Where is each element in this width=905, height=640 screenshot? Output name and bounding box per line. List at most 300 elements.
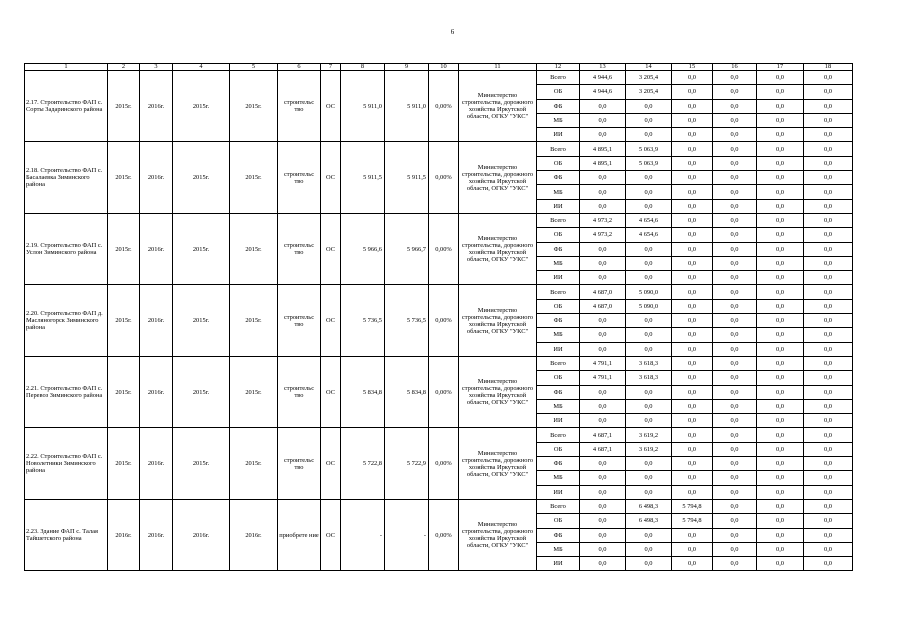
value-cell: 0,0: [804, 85, 853, 99]
value-cell: 0,0: [804, 199, 853, 213]
year-cell: 2015г.: [173, 428, 230, 499]
column-number: 1: [25, 64, 108, 71]
value-cell: 0,0: [757, 113, 804, 127]
column-number: 4: [173, 64, 230, 71]
value-cell: 0,0: [713, 428, 757, 442]
object-name-cell: 2.20. Строительство ФАП д. Масляногорск Зиминского района: [25, 285, 108, 356]
value-cell: 0,0: [804, 342, 853, 356]
start-year-cell: 2016г.: [108, 499, 140, 570]
readiness-cell: 0,00%: [429, 356, 459, 427]
funding-source-cell: Всего: [537, 213, 580, 227]
object-name-cell: 2.17. Строительство ФАП с. Сорты Задаринского района: [25, 71, 108, 142]
value-cell: 0,0: [757, 356, 804, 370]
column-number: 12: [537, 64, 580, 71]
end-year-cell: 2016г.: [140, 142, 173, 213]
value-cell: 0,0: [757, 428, 804, 442]
column-number: 10: [429, 64, 459, 71]
value-cell: 0,0: [713, 499, 757, 513]
value-cell: 0,0: [672, 385, 713, 399]
value-cell: 0,0: [713, 128, 757, 142]
work-type-cell: строительс тво: [278, 285, 321, 356]
value-cell: 0,0: [757, 199, 804, 213]
funding-source-cell: Всего: [537, 142, 580, 156]
value-cell: 0,0: [626, 542, 672, 556]
value-cell: 0,0: [626, 199, 672, 213]
funding-source-cell: ОБ: [537, 156, 580, 170]
value-cell: 0,0: [580, 199, 626, 213]
year-cell: 2015г.: [230, 71, 278, 142]
funding-source-cell: ФБ: [537, 242, 580, 256]
value-cell: 0,0: [580, 399, 626, 413]
funding-source-cell: ОБ: [537, 228, 580, 242]
column-number: 9: [385, 64, 429, 71]
value-cell: 6 498,3: [626, 499, 672, 513]
funding-source-cell: МБ: [537, 256, 580, 270]
value-cell: 0,0: [626, 557, 672, 571]
start-year-cell: 2015г.: [108, 356, 140, 427]
value-cell: 0,0: [580, 113, 626, 127]
value-cell: 0,0: [580, 99, 626, 113]
value-cell: 4 973,2: [580, 213, 626, 227]
value-cell: 0,0: [804, 285, 853, 299]
value-cell: 4 895,1: [580, 142, 626, 156]
value-cell: 0,0: [672, 128, 713, 142]
value-cell: 0,0: [757, 271, 804, 285]
value-cell: 0,0: [757, 485, 804, 499]
value-cell: 0,0: [713, 457, 757, 471]
value-cell: 0,0: [757, 499, 804, 513]
object-name-cell: 2.21. Строительство ФАП с. Перевоз Зиминского района: [25, 356, 108, 427]
value-cell: 0,0: [757, 213, 804, 227]
funding-source-cell: ИИ: [537, 414, 580, 428]
column-number: 8: [341, 64, 385, 71]
value-cell: 5 794,8: [672, 499, 713, 513]
asset-type-cell: ОС: [321, 71, 341, 142]
value-cell: 0,0: [804, 99, 853, 113]
value-cell: 0,0: [804, 142, 853, 156]
value-cell: 0,0: [804, 442, 853, 456]
value-cell: 0,0: [626, 414, 672, 428]
column-number: 2: [108, 64, 140, 71]
year-cell: 2015г.: [230, 142, 278, 213]
funding-source-cell: ФБ: [537, 314, 580, 328]
value-cell: 0,0: [580, 485, 626, 499]
value-cell: 0,0: [804, 256, 853, 270]
value-cell: 0,0: [672, 271, 713, 285]
end-year-cell: 2016г.: [140, 213, 173, 284]
value-cell: 4 687,1: [580, 428, 626, 442]
asset-type-cell: ОС: [321, 499, 341, 570]
value-cell: 0,0: [580, 185, 626, 199]
value-cell: 0,0: [672, 185, 713, 199]
asset-type-cell: ОС: [321, 142, 341, 213]
readiness-cell: 0,00%: [429, 142, 459, 213]
value-cell: 0,0: [804, 156, 853, 170]
value-cell: 5 063,9: [626, 142, 672, 156]
readiness-cell: 0,00%: [429, 71, 459, 142]
work-type-cell: строительс тво: [278, 213, 321, 284]
value-cell: 0,0: [757, 442, 804, 456]
value-cell: 3 205,4: [626, 85, 672, 99]
value-cell: 0,0: [804, 485, 853, 499]
value-cell: 0,0: [580, 557, 626, 571]
value-cell: 0,0: [672, 171, 713, 185]
value-cell: 0,0: [804, 185, 853, 199]
value-cell: 4 944,6: [580, 71, 626, 85]
start-year-cell: 2015г.: [108, 285, 140, 356]
funding-source-cell: ОБ: [537, 299, 580, 313]
value-cell: 0,0: [672, 156, 713, 170]
value-cell: 0,0: [672, 71, 713, 85]
responsible-cell: Министерство строительства, дорожного хозяйства Иркутской области, ОГКУ "УКС": [459, 285, 537, 356]
value-cell: 0,0: [713, 99, 757, 113]
value-cell: 0,0: [580, 499, 626, 513]
value-cell: 0,0: [672, 457, 713, 471]
end-year-cell: 2016г.: [140, 71, 173, 142]
funding-source-cell: ИИ: [537, 557, 580, 571]
value-cell: 0,0: [804, 213, 853, 227]
value-cell: 0,0: [757, 285, 804, 299]
value-cell: 0,0: [757, 457, 804, 471]
cost-cell: -: [385, 499, 429, 570]
work-type-cell: приобрете ние: [278, 499, 321, 570]
value-cell: 4 654,6: [626, 213, 672, 227]
value-cell: 0,0: [757, 185, 804, 199]
value-cell: 0,0: [757, 414, 804, 428]
value-cell: 0,0: [757, 256, 804, 270]
value-cell: 0,0: [672, 256, 713, 270]
value-cell: 0,0: [580, 242, 626, 256]
value-cell: 0,0: [804, 299, 853, 313]
value-cell: 0,0: [580, 471, 626, 485]
value-cell: 0,0: [713, 314, 757, 328]
value-cell: 0,0: [757, 528, 804, 542]
estimated-cost-cell: 5 966,6: [341, 213, 385, 284]
value-cell: 0,0: [626, 528, 672, 542]
table-row: [25, 213, 853, 227]
funding-source-cell: ФБ: [537, 528, 580, 542]
value-cell: 4 944,6: [580, 85, 626, 99]
value-cell: 0,0: [757, 85, 804, 99]
value-cell: 0,0: [672, 542, 713, 556]
column-number-row: [25, 64, 853, 71]
value-cell: 4 791,1: [580, 371, 626, 385]
value-cell: 0,0: [672, 113, 713, 127]
value-cell: 0,0: [626, 271, 672, 285]
asset-type-cell: ОС: [321, 356, 341, 427]
value-cell: 0,0: [713, 71, 757, 85]
funding-source-cell: ОБ: [537, 371, 580, 385]
estimated-cost-cell: 5 911,0: [341, 71, 385, 142]
value-cell: 0,0: [757, 542, 804, 556]
value-cell: 0,0: [580, 385, 626, 399]
value-cell: 0,0: [672, 557, 713, 571]
value-cell: 0,0: [713, 385, 757, 399]
value-cell: 0,0: [626, 485, 672, 499]
value-cell: 0,0: [713, 185, 757, 199]
value-cell: 0,0: [672, 356, 713, 370]
start-year-cell: 2015г.: [108, 213, 140, 284]
value-cell: 0,0: [804, 457, 853, 471]
value-cell: 0,0: [626, 113, 672, 127]
value-cell: 0,0: [713, 156, 757, 170]
cost-cell: 5 911,0: [385, 71, 429, 142]
value-cell: 5 090,0: [626, 285, 672, 299]
value-cell: 0,0: [580, 457, 626, 471]
value-cell: 0,0: [672, 299, 713, 313]
estimated-cost-cell: -: [341, 499, 385, 570]
funding-source-cell: ФБ: [537, 457, 580, 471]
value-cell: 0,0: [713, 242, 757, 256]
readiness-cell: 0,00%: [429, 213, 459, 284]
year-cell: 2015г.: [230, 428, 278, 499]
column-number: 6: [278, 64, 321, 71]
value-cell: 3 619,2: [626, 428, 672, 442]
value-cell: 0,0: [757, 171, 804, 185]
value-cell: 0,0: [626, 328, 672, 342]
value-cell: 0,0: [672, 414, 713, 428]
value-cell: 0,0: [713, 171, 757, 185]
value-cell: 0,0: [757, 128, 804, 142]
value-cell: 0,0: [713, 542, 757, 556]
value-cell: 0,0: [757, 142, 804, 156]
object-name-cell: 2.23. Здание ФАП с. Талая Тайшетского района: [25, 499, 108, 570]
value-cell: 0,0: [713, 199, 757, 213]
value-cell: 0,0: [713, 356, 757, 370]
funding-source-cell: Всего: [537, 71, 580, 85]
value-cell: 0,0: [626, 128, 672, 142]
value-cell: 0,0: [713, 328, 757, 342]
value-cell: 0,0: [713, 299, 757, 313]
funding-source-cell: Всего: [537, 285, 580, 299]
value-cell: 0,0: [713, 342, 757, 356]
value-cell: 0,0: [672, 342, 713, 356]
funding-source-cell: МБ: [537, 399, 580, 413]
funding-source-cell: ИИ: [537, 199, 580, 213]
value-cell: 0,0: [713, 271, 757, 285]
value-cell: 0,0: [672, 399, 713, 413]
value-cell: 0,0: [804, 557, 853, 571]
responsible-cell: Министерство строительства, дорожного хозяйства Иркутской области, ОГКУ "УКС": [459, 142, 537, 213]
cost-cell: 5 722,9: [385, 428, 429, 499]
value-cell: 0,0: [757, 342, 804, 356]
value-cell: 0,0: [757, 557, 804, 571]
readiness-cell: 0,00%: [429, 428, 459, 499]
estimated-cost-cell: 5 736,5: [341, 285, 385, 356]
value-cell: 4 687,0: [580, 299, 626, 313]
value-cell: 0,0: [757, 385, 804, 399]
asset-type-cell: ОС: [321, 285, 341, 356]
object-name-cell: 2.22. Строительство ФАП с. Новолетники Зиминского района: [25, 428, 108, 499]
value-cell: 3 619,2: [626, 442, 672, 456]
funding-source-cell: ОБ: [537, 442, 580, 456]
responsible-cell: Министерство строительства, дорожного хозяйства Иркутской области, ОГКУ "УКС": [459, 71, 537, 142]
table-row: [25, 356, 853, 370]
value-cell: 0,0: [626, 171, 672, 185]
value-cell: 0,0: [804, 499, 853, 513]
readiness-cell: 0,00%: [429, 285, 459, 356]
funding-source-cell: МБ: [537, 542, 580, 556]
value-cell: 0,0: [804, 314, 853, 328]
value-cell: 0,0: [580, 271, 626, 285]
value-cell: 0,0: [804, 128, 853, 142]
value-cell: 0,0: [804, 71, 853, 85]
value-cell: 4 791,1: [580, 356, 626, 370]
value-cell: 0,0: [626, 256, 672, 270]
funding-source-cell: ОБ: [537, 514, 580, 528]
value-cell: 0,0: [626, 99, 672, 113]
value-cell: 0,0: [626, 457, 672, 471]
value-cell: 0,0: [580, 328, 626, 342]
value-cell: 0,0: [672, 442, 713, 456]
funding-source-cell: Всего: [537, 356, 580, 370]
value-cell: 0,0: [713, 442, 757, 456]
funding-source-cell: МБ: [537, 328, 580, 342]
readiness-cell: 0,00%: [429, 499, 459, 570]
funding-source-cell: МБ: [537, 471, 580, 485]
end-year-cell: 2016г.: [140, 356, 173, 427]
value-cell: 5 090,0: [626, 299, 672, 313]
value-cell: 0,0: [804, 171, 853, 185]
value-cell: 0,0: [713, 85, 757, 99]
value-cell: 4 687,0: [580, 285, 626, 299]
value-cell: 3 205,4: [626, 71, 672, 85]
value-cell: 3 618,3: [626, 356, 672, 370]
end-year-cell: 2016г.: [140, 285, 173, 356]
value-cell: 0,0: [757, 156, 804, 170]
year-cell: 2015г.: [173, 71, 230, 142]
table-row: [25, 499, 853, 513]
value-cell: 0,0: [626, 185, 672, 199]
funding-source-cell: Всего: [537, 428, 580, 442]
start-year-cell: 2015г.: [108, 142, 140, 213]
value-cell: 0,0: [672, 142, 713, 156]
year-cell: 2015г.: [230, 356, 278, 427]
page-number: 6: [450, 28, 455, 36]
value-cell: 0,0: [757, 242, 804, 256]
value-cell: 0,0: [672, 428, 713, 442]
value-cell: 0,0: [626, 242, 672, 256]
funding-source-cell: ФБ: [537, 99, 580, 113]
value-cell: 0,0: [626, 342, 672, 356]
value-cell: 0,0: [672, 528, 713, 542]
value-cell: 0,0: [804, 242, 853, 256]
year-cell: 2015г.: [173, 213, 230, 284]
column-number: 18: [804, 64, 853, 71]
year-cell: 2015г.: [230, 213, 278, 284]
column-number: 3: [140, 64, 173, 71]
value-cell: 0,0: [580, 342, 626, 356]
end-year-cell: 2016г.: [140, 428, 173, 499]
value-cell: 0,0: [804, 356, 853, 370]
value-cell: 0,0: [804, 414, 853, 428]
column-number: 16: [713, 64, 757, 71]
value-cell: 0,0: [804, 271, 853, 285]
table-row: [25, 428, 853, 442]
value-cell: 3 618,3: [626, 371, 672, 385]
column-number: 15: [672, 64, 713, 71]
value-cell: 0,0: [757, 514, 804, 528]
value-cell: 4 687,1: [580, 442, 626, 456]
column-number: 14: [626, 64, 672, 71]
value-cell: 0,0: [580, 256, 626, 270]
value-cell: 0,0: [626, 471, 672, 485]
value-cell: 0,0: [580, 171, 626, 185]
value-cell: 0,0: [804, 328, 853, 342]
value-cell: 0,0: [713, 414, 757, 428]
funding-source-cell: ИИ: [537, 271, 580, 285]
column-number: 5: [230, 64, 278, 71]
value-cell: 0,0: [757, 371, 804, 385]
work-type-cell: строительс тво: [278, 356, 321, 427]
cost-cell: 5 966,7: [385, 213, 429, 284]
value-cell: 0,0: [672, 242, 713, 256]
value-cell: 0,0: [804, 514, 853, 528]
year-cell: 2015г.: [173, 142, 230, 213]
value-cell: 6 498,3: [626, 514, 672, 528]
end-year-cell: 2016г.: [140, 499, 173, 570]
value-cell: 0,0: [713, 213, 757, 227]
value-cell: 0,0: [672, 371, 713, 385]
year-cell: 2016г.: [230, 499, 278, 570]
value-cell: 0,0: [672, 328, 713, 342]
start-year-cell: 2015г.: [108, 71, 140, 142]
value-cell: 0,0: [672, 228, 713, 242]
responsible-cell: Министерство строительства, дорожного хозяйства Иркутской области, ОГКУ "УКС": [459, 356, 537, 427]
value-cell: 0,0: [757, 228, 804, 242]
value-cell: 0,0: [804, 113, 853, 127]
value-cell: 0,0: [804, 542, 853, 556]
value-cell: 0,0: [713, 528, 757, 542]
value-cell: 0,0: [713, 399, 757, 413]
value-cell: 0,0: [672, 199, 713, 213]
value-cell: 0,0: [672, 471, 713, 485]
funding-source-cell: МБ: [537, 185, 580, 199]
funding-source-cell: ФБ: [537, 385, 580, 399]
value-cell: 4 895,1: [580, 156, 626, 170]
value-cell: 0,0: [580, 314, 626, 328]
funding-source-cell: МБ: [537, 113, 580, 127]
year-cell: 2015г.: [230, 285, 278, 356]
table-row: [25, 285, 853, 299]
asset-type-cell: ОС: [321, 428, 341, 499]
cost-cell: 5 911,5: [385, 142, 429, 213]
value-cell: 0,0: [713, 557, 757, 571]
table-body: [25, 64, 853, 571]
value-cell: 0,0: [757, 71, 804, 85]
work-type-cell: строительс тво: [278, 428, 321, 499]
value-cell: 0,0: [713, 514, 757, 528]
work-type-cell: строительс тво: [278, 142, 321, 213]
value-cell: 0,0: [713, 142, 757, 156]
column-number: 13: [580, 64, 626, 71]
value-cell: 0,0: [757, 314, 804, 328]
responsible-cell: Министерство строительства, дорожного хозяйства Иркутской области, ОГКУ "УКС": [459, 213, 537, 284]
value-cell: 0,0: [713, 113, 757, 127]
value-cell: 0,0: [626, 385, 672, 399]
column-number: 17: [757, 64, 804, 71]
asset-type-cell: ОС: [321, 213, 341, 284]
estimated-cost-cell: 5 911,5: [341, 142, 385, 213]
program-table: [24, 63, 853, 571]
funding-source-cell: ИИ: [537, 342, 580, 356]
object-name-cell: 2.19. Строительство ФАП с. Услон Зиминского района: [25, 213, 108, 284]
value-cell: 0,0: [713, 485, 757, 499]
value-cell: 0,0: [757, 99, 804, 113]
value-cell: 0,0: [713, 256, 757, 270]
cost-cell: 5 834,8: [385, 356, 429, 427]
value-cell: 0,0: [757, 328, 804, 342]
